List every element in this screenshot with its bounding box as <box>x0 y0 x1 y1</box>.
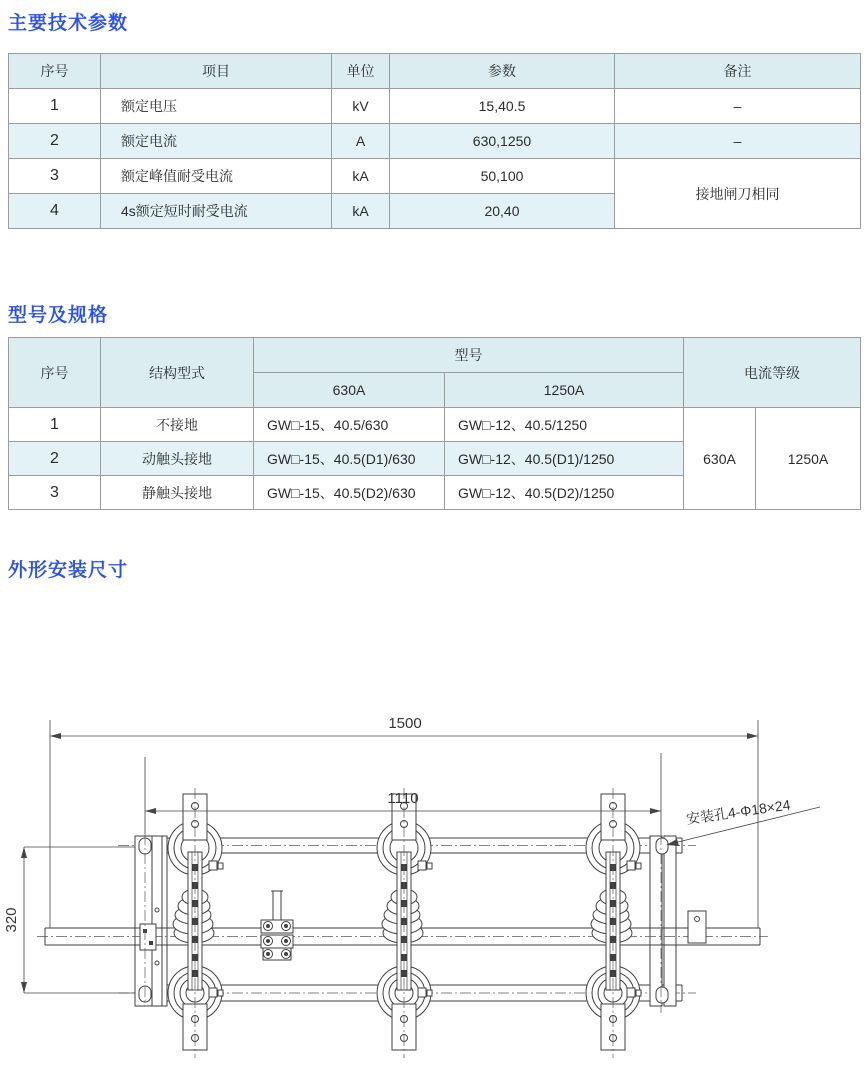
col-header-value: 参数 <box>390 54 615 89</box>
model-designation-1250: GW□-12、40.5(D2)/1250 <box>445 476 684 510</box>
model-structure: 静触头接地 <box>101 476 254 510</box>
model-designation-1250: GW□-12、40.5(D1)/1250 <box>445 442 684 476</box>
models-header-row <box>9 338 861 373</box>
dim-label-1500: 1500 <box>388 715 422 732</box>
main-parameters-table <box>8 53 861 229</box>
dimension-height <box>3 847 135 993</box>
param-no: 3 <box>9 159 101 194</box>
param-unit: kA <box>332 159 390 194</box>
drive-mechanism <box>261 891 293 960</box>
model-designation-630: GW□-15、40.5(D1)/630 <box>254 442 445 476</box>
param-no: 1 <box>9 89 101 124</box>
dim-label-320: 320 <box>3 907 20 933</box>
mounting-hole <box>656 838 668 854</box>
dim-label-1110: 1110 <box>387 790 419 807</box>
param-no: 4 <box>9 194 101 229</box>
current-class-630-merged: 630A <box>684 408 756 510</box>
param-no: 2 <box>9 124 101 159</box>
col-header-630a: 630A <box>254 373 445 408</box>
shaft-bearing-left <box>140 924 156 950</box>
model-designation-630: GW□-15、40.5(D2)/630 <box>254 476 445 510</box>
model-structure: 动触头接地 <box>101 442 254 476</box>
model-no: 2 <box>9 442 101 476</box>
model-designation-630: GW□-15、40.5/630 <box>254 408 445 442</box>
outline-drawing <box>0 650 867 1070</box>
param-remark: – <box>615 124 861 159</box>
section-title-outline-dimensions: 外形安装尺寸 <box>8 560 129 581</box>
param-item: 额定峰值耐受电流 <box>101 159 332 194</box>
col-header-current-class: 电流等级 <box>684 338 861 408</box>
model-designation-1250: GW□-12、40.5/1250 <box>445 408 684 442</box>
table-row <box>9 408 861 442</box>
right-mounting-bracket <box>650 836 676 1006</box>
param-item: 4s额定短时耐受电流 <box>101 194 332 229</box>
param-item: 额定电流 <box>101 124 332 159</box>
param-value: 20,40 <box>390 194 615 229</box>
params-header-row <box>9 54 861 89</box>
current-class-1250-merged: 1250A <box>756 408 861 510</box>
col-header-no: 序号 <box>9 54 101 89</box>
model-no: 3 <box>9 476 101 510</box>
col-header-unit: 单位 <box>332 54 390 89</box>
param-value: 15,40.5 <box>390 89 615 124</box>
model-structure: 不接地 <box>101 408 254 442</box>
left-mounting-bracket <box>135 836 167 1006</box>
mounting-hole-annotation <box>666 796 820 846</box>
param-remark: – <box>615 89 861 124</box>
param-unit: kA <box>332 194 390 229</box>
table-row <box>9 124 861 159</box>
pole-unit-2 <box>377 788 432 1058</box>
col-header-model: 型号 <box>254 338 684 373</box>
col-header-no: 序号 <box>9 338 101 408</box>
section-title-main-parameters: 主要技术参数 <box>8 13 129 34</box>
pole-unit-1 <box>168 788 223 1058</box>
table-row <box>9 159 861 194</box>
table-row <box>9 89 861 124</box>
param-unit: A <box>332 124 390 159</box>
mounting-hole-note: 安装孔4-Φ18×24 <box>685 796 792 827</box>
col-header-structure: 结构型式 <box>101 338 254 408</box>
shaft-bearing-right <box>688 911 706 943</box>
param-item: 额定电压 <box>101 89 332 124</box>
col-header-1250a: 1250A <box>445 373 684 408</box>
models-specs-table <box>8 337 861 510</box>
mounting-hole <box>656 987 668 1003</box>
section-title-models-specs: 型号及规格 <box>8 305 109 326</box>
pole-unit-3 <box>586 788 641 1058</box>
param-remark-merged: 接地闸刀相同 <box>615 159 861 229</box>
model-no: 1 <box>9 408 101 442</box>
param-value: 50,100 <box>390 159 615 194</box>
param-unit: kV <box>332 89 390 124</box>
param-value: 630,1250 <box>390 124 615 159</box>
col-header-remark: 备注 <box>615 54 861 89</box>
col-header-item: 项目 <box>101 54 332 89</box>
